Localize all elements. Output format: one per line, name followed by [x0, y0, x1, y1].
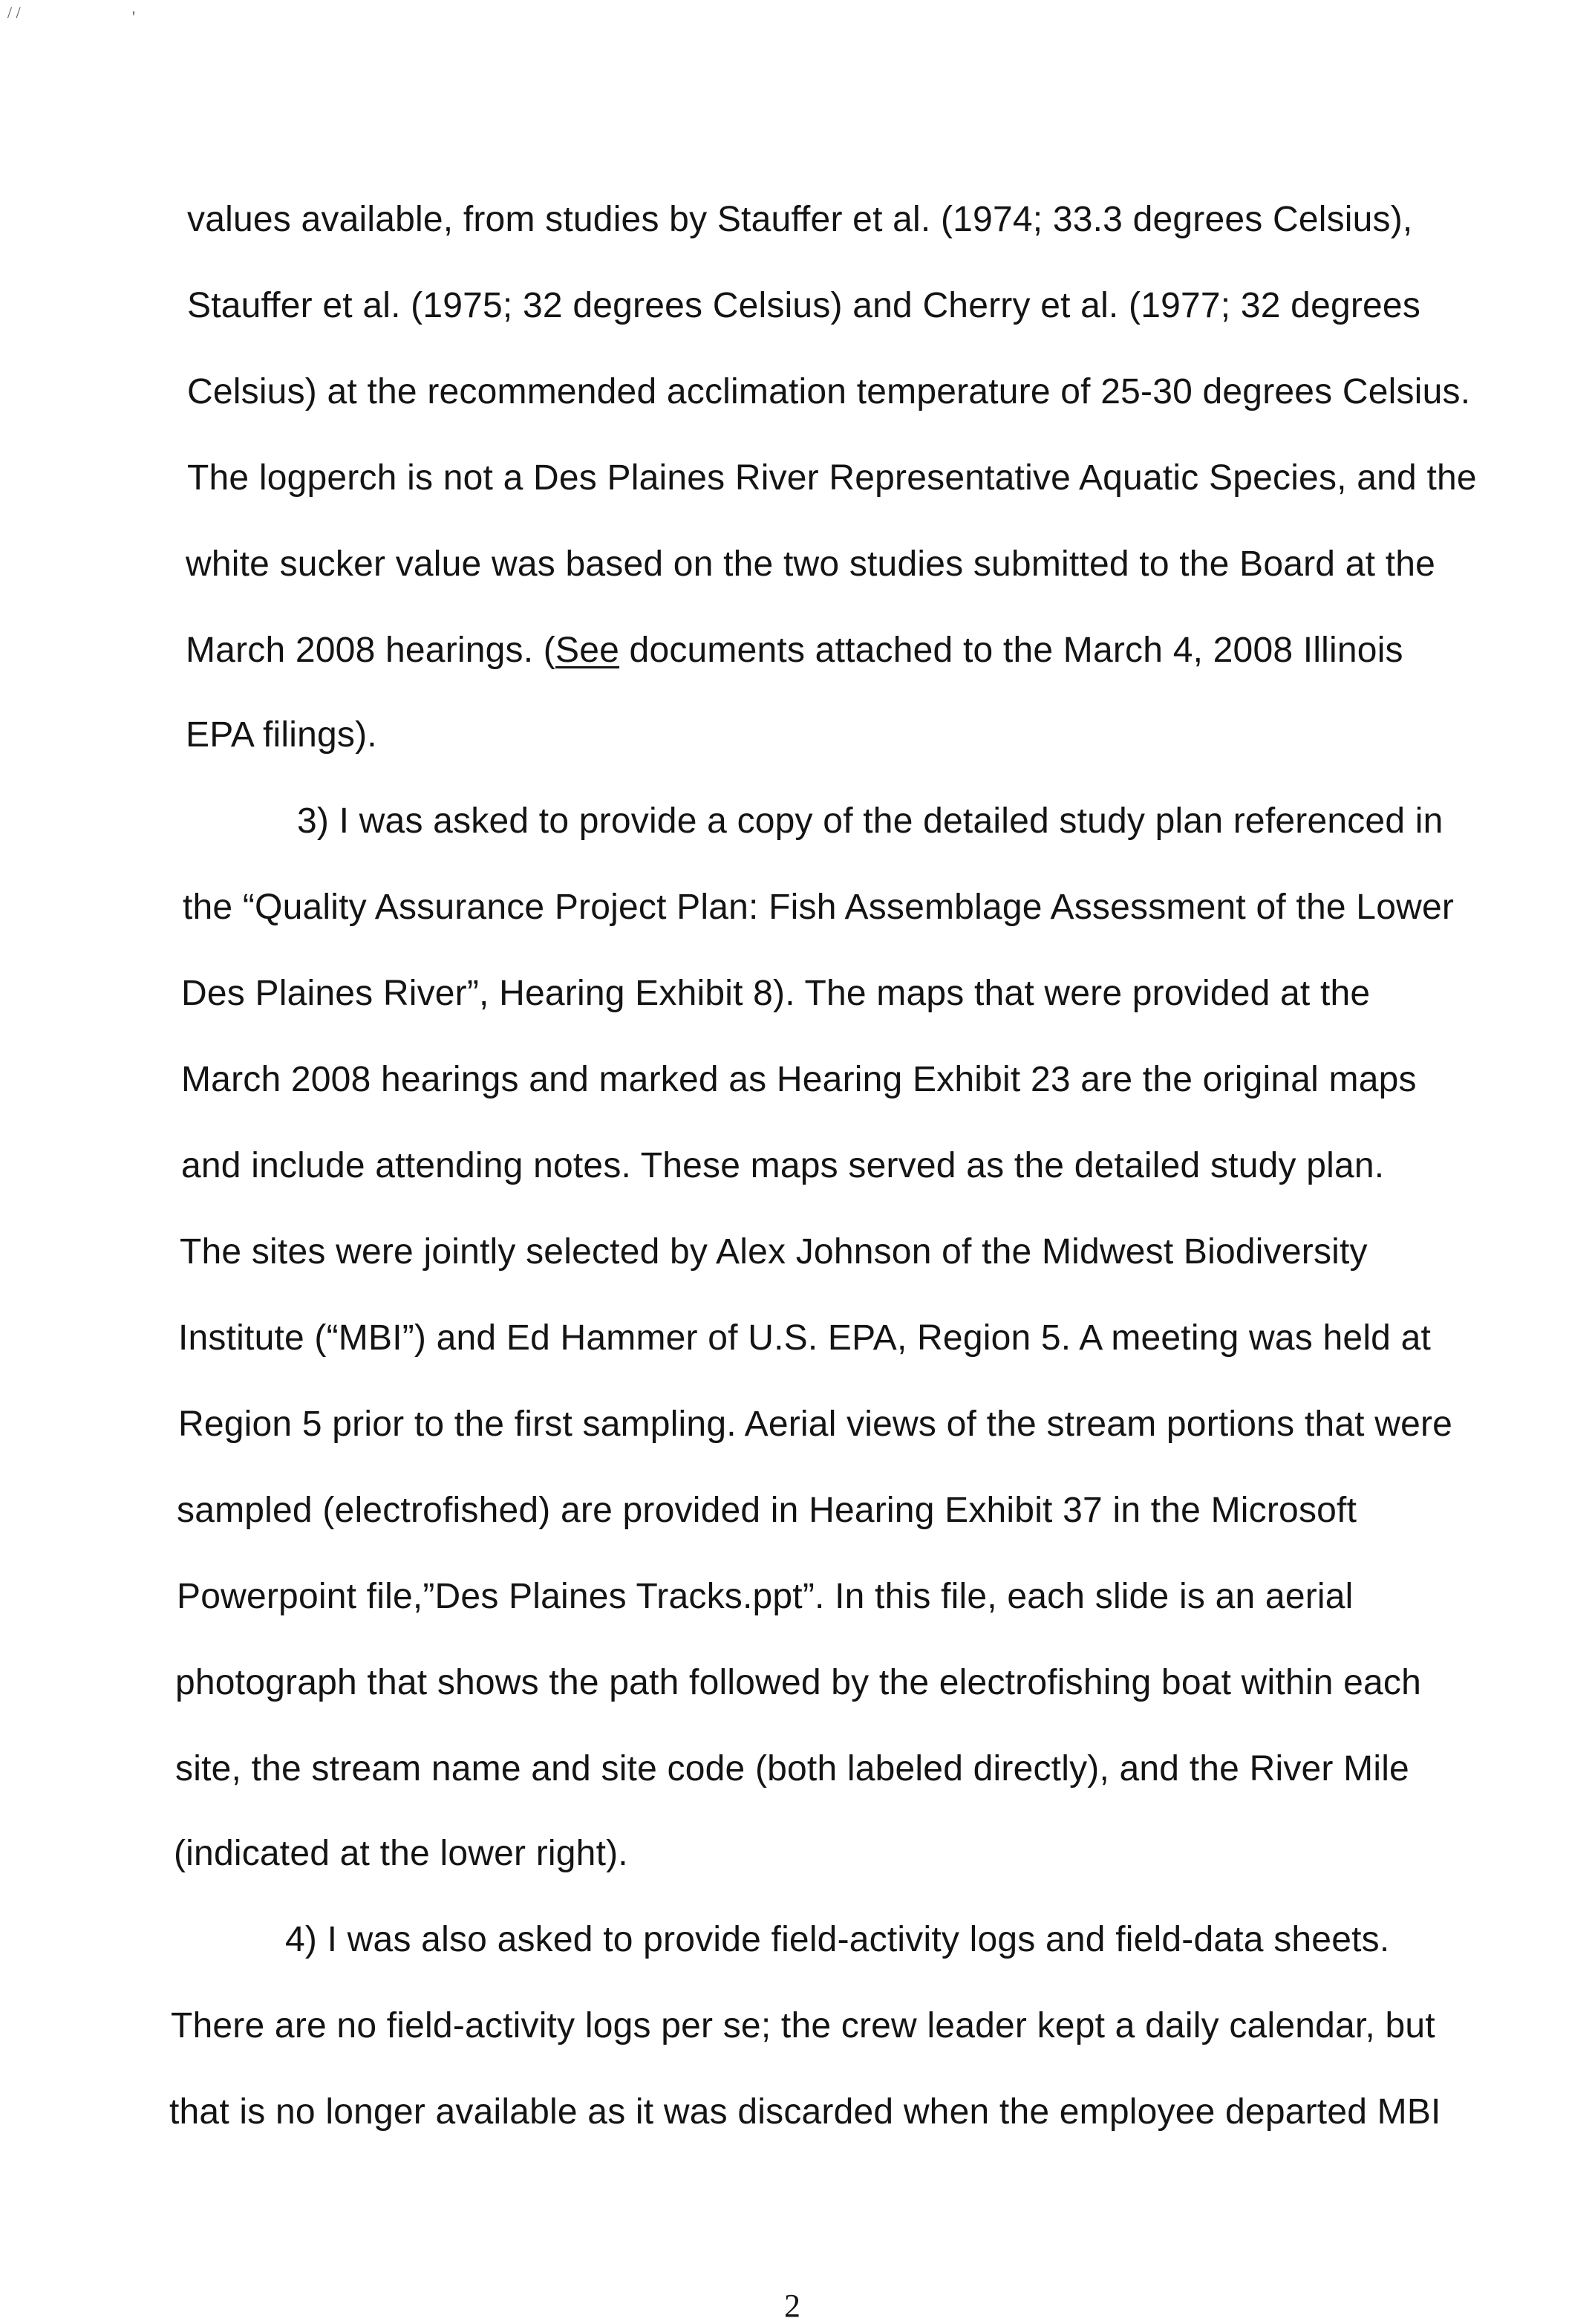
text-line: site, the stream name and site code (both labeled directly), and the River Mile — [175, 1749, 1409, 1788]
text-line: EPA filings). — [186, 715, 377, 755]
page-number: 2 — [784, 2288, 800, 2324]
underlined-see: See — [555, 631, 620, 670]
scan-artifact-mark: / / — [7, 3, 21, 22]
scan-artifact-mark: ' — [132, 7, 135, 26]
text-line: (indicated at the lower right). — [174, 1834, 628, 1873]
text-line: the “Quality Assurance Project Plan: Fish Assemblage Assessment of the Lower — [183, 888, 1455, 927]
text-line: Celsius) at the recommended acclimation temperature of 25-30 degrees Celsius. — [187, 372, 1471, 411]
text-line: values available, from studies by Stauffer et al. (1974; 33.3 degrees Celsius), — [187, 200, 1413, 239]
text-line: Powerpoint file,”Des Plaines Tracks.ppt”. In this file, each slide is an aerial — [177, 1577, 1354, 1616]
text-run: March 2008 hearings. ( — [186, 631, 555, 670]
text-line: photograph that shows the path followed by the electrofishing boat within each — [175, 1663, 1422, 1702]
text-line: March 2008 hearings and marked as Hearing Exhibit 23 are the original maps — [181, 1060, 1417, 1099]
text-line: and include attending notes. These maps served as the detailed study plan. — [181, 1146, 1385, 1185]
text-line: Region 5 prior to the first sampling. Aerial views of the stream portions that were — [178, 1405, 1453, 1444]
text-line: Institute (“MBI”) and Ed Hammer of U.S. EPA, Region 5. A meeting was held at — [178, 1318, 1432, 1358]
text-line: Des Plaines River”, Hearing Exhibit 8). The maps that were provided at the — [181, 974, 1371, 1013]
text-line: white sucker value was based on the two studies submitted to the Board at the — [186, 544, 1436, 584]
text-line: Stauffer et al. (1975; 32 degrees Celsius) and Cherry et al. (1977; 32 degrees — [187, 286, 1421, 325]
text-line: 4) I was also asked to provide field-activity logs and field-data sheets. — [285, 1920, 1390, 1959]
text-run: documents attached to the March 4, 2008 Illinois — [619, 631, 1403, 670]
text-line: The logperch is not a Des Plaines River Representative Aquatic Species, and the — [187, 458, 1477, 498]
text-line: There are no field-activity logs per se; the crew leader kept a daily calendar, but — [171, 2006, 1435, 2045]
text-line — [186, 630, 1403, 671]
text-line: The sites were jointly selected by Alex Johnson of the Midwest Biodiversity — [180, 1232, 1368, 1272]
text-line: that is no longer available as it was discarded when the employee departed MBI — [169, 2092, 1441, 2132]
text-line: 3) I was asked to provide a copy of the detailed study plan referenced in — [297, 801, 1443, 841]
text-line: sampled (electrofished) are provided in Hearing Exhibit 37 in the Microsoft — [177, 1491, 1357, 1530]
